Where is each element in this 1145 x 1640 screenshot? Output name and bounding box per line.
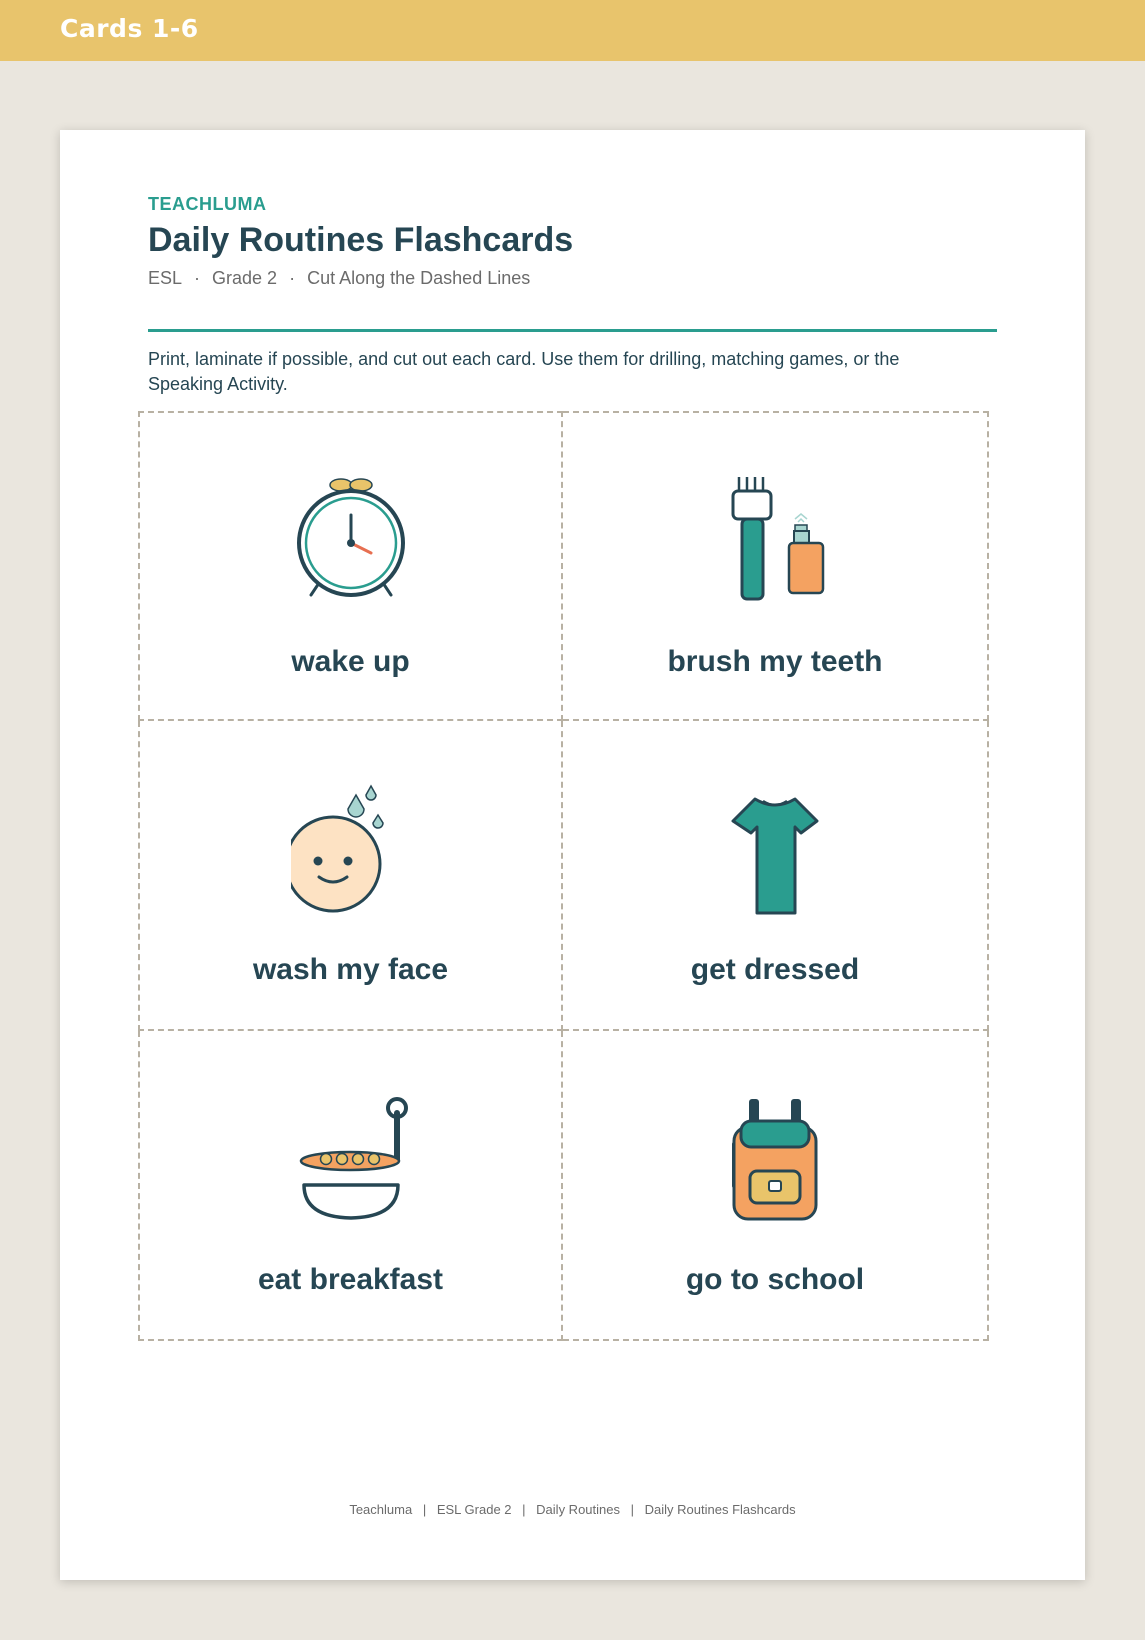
- cereal-bowl-spoon-icon: [291, 1091, 411, 1231]
- face-water-drops-icon: [291, 781, 411, 921]
- card-label: eat breakfast: [257, 1263, 444, 1296]
- flashcard-wash-my-face: [138, 721, 563, 1031]
- meta-separator: ·: [289, 268, 296, 288]
- banner-title: Cards 1-6: [60, 14, 199, 43]
- footer-item: Teachluma: [349, 1502, 413, 1517]
- page-footer: [60, 1502, 1085, 1517]
- flashcard-eat-breakfast: [138, 1031, 563, 1341]
- instructions-text: Print, laminate if possible, and cut out each card. Use them for drilling, matching games, or the Speaking Activity.: [148, 349, 900, 394]
- backpack-icon: [715, 1091, 835, 1231]
- card-label: go to school: [685, 1263, 865, 1296]
- footer-item: Daily Routines Flashcards: [644, 1502, 796, 1517]
- footer-separator: |: [630, 1502, 635, 1517]
- worksheet-page: [60, 130, 1085, 1580]
- footer-separator: |: [422, 1502, 427, 1517]
- worksheet-meta: [148, 268, 530, 289]
- card-label: wash my face: [252, 953, 449, 986]
- card-label: brush my teeth: [667, 645, 883, 678]
- flashcard-go-to-school: [563, 1031, 989, 1341]
- meta-instruction: Cut Along the Dashed Lines: [307, 268, 531, 288]
- flashcard-wake-up: [138, 411, 563, 721]
- meta-separator: ·: [194, 268, 201, 288]
- card-label: get dressed: [690, 953, 860, 986]
- top-banner: [0, 0, 1145, 61]
- meta-grade: Grade 2: [212, 268, 278, 288]
- tshirt-icon: [715, 781, 835, 921]
- card-label: wake up: [291, 645, 410, 678]
- alarm-clock-icon: [291, 473, 411, 613]
- header-divider: [148, 329, 997, 332]
- flashcard-grid: [138, 411, 989, 1341]
- meta-subject: ESL: [148, 268, 183, 288]
- flashcard-get-dressed: [563, 721, 989, 1031]
- footer-item: ESL Grade 2: [436, 1502, 512, 1517]
- page-title: Daily Routines Flashcards: [148, 221, 574, 259]
- footer-separator: |: [522, 1502, 526, 1517]
- brand-name: TEACHLUMA: [148, 194, 267, 214]
- toothbrush-toothpaste-icon: [715, 473, 835, 613]
- flashcard-brush-my-teeth: [563, 411, 989, 721]
- footer-item: Daily Routines: [536, 1502, 620, 1517]
